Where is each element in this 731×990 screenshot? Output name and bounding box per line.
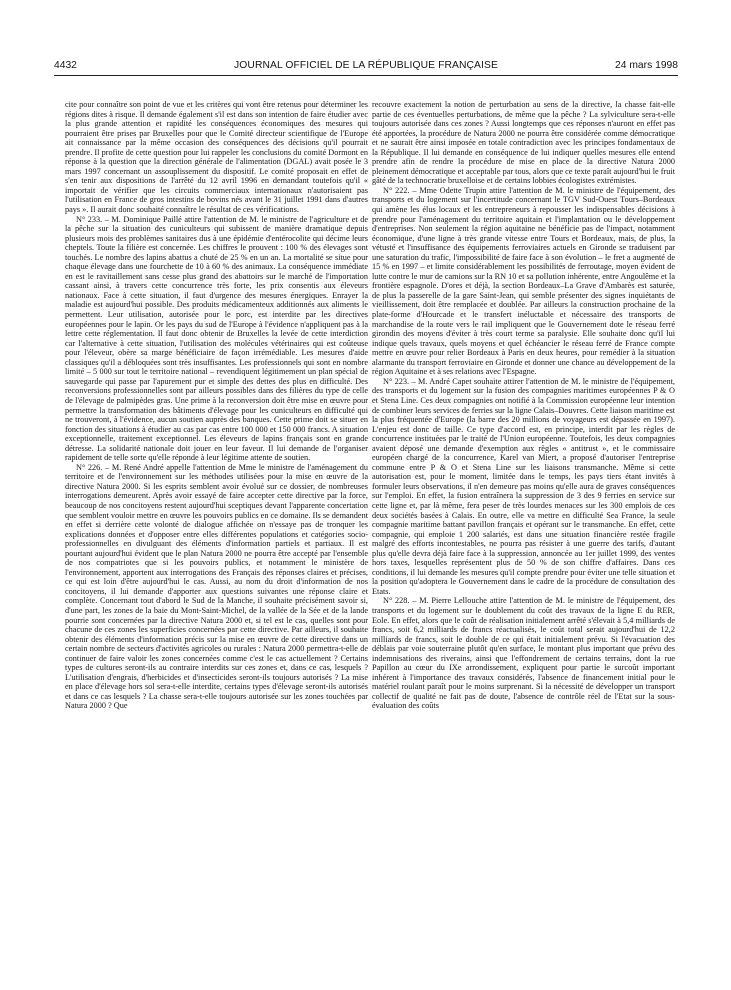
question-paragraph: N° 228. – M. Pierre Lellouche attire l'attention de M. le ministre de l'équipement, des transports et du logement sur le doublement du coût des travaux de la ligne E du RER, Eole. En effet, alors que le coût de réalisation initialement arrêté s'élevait à 5,4 milliards de francs, soit 6,2 milliards de francs réactualisés, le coût total serait aujourd'hui de 12,2 milliards de francs, soit le double de ce qui était initialement prévu. Si l'évacuation des déblais par voie souterraine plutôt qu'en surface, le montant plus important que prévu des indemnisations des riverains, ainsi que l'effondrement de certains terrains, dont la rue Papillon au cœur du IXe arrondissement, expliquent pour partie le surcoût important inhérent à l'importance des travaux considérés, l'absence de financement initial pour le matériel roulant paraît pour le moins surprenant. Si la nécessité de développer un transport collectif de qualité ne fait pas de doute, l'absence de contrôle réel de l'Etat sur la sous-évaluation des coûts — [372, 596, 675, 711]
question-paragraph: N° 233. – M. Dominique Paillé attire l'attention de M. le ministre de l'agriculture et de la pêche sur la situation des cuniculteurs qui subissent de manière dramatique depuis plusieurs mois des problèmes sanitaires dus à une épidémie d'entérocolite qui décime leurs cheptels. Toute la filière est concernée. Les chiffres le prouvent : 100 % des élevages sont touchés. Le nombre des lapins abattus a chuté de 25 % en un an. La mortalité se situe pour chaque élevage dans une fourchette de 10 à 60 % des animaux. La conséquence immédiate en est le ravitaillement sans cesse plus grand des abattoirs sur le marché de l'importation cassant ainsi, à travers cette concurrence très forte, les prix consentis aux éleveurs nationaux. Face à cette situation, il faut d'urgence des mesures énergiques. Enrayer la maladie est aujourd'hui possible. Des produits médicamenteux additionnés aux aliments le permettent. Leur utilisation, autorisée pour le porc, est interdite par les directives européennes pour le lapin. Or les pays du sud de l'Europe à l'évidence n'appliquent pas à la lettre cette réglementation. Il faut donc obtenir de Bruxelles la levée de cette interdiction car l'alternative à cette situation, l'utilisation des molécules vétérinaires qui est coûteuse pour l'éleveur, obère sa marge bénéficiaire de façon irrémédiable. Les mesures d'aide classiques qu'il a débloquées sont très insuffisantes. Les professionnels qui sont en nombre limité – 5 000 sur tout le territoire national – revendiquent légitimement un plan spécial de sauvegarde qui passe par l'apurement pur et simple des dettes des plus en difficulté. Des reconversions professionnelles sont par ailleurs possibles dans des filières du type de celle de l'élevage de palmipèdes gras. Une prime à la reconversion doit être mise en œuvre pour permettre la transformation des bâtiments d'élevage pour les cuniculteurs en difficulté qui ne trouveront, à l'évidence, aucun soutien auprès des banques. Cette prime doit se situer en fonction des situations à étudier au cas par cas entre 100 000 et 150 000 francs. A situation exceptionnelle, traitement exceptionnel. Les éleveurs de lapins français sont en grande détresse. La solidarité nationale doit jouer en leur faveur. Il lui demande de l'organiser rapidement de telle sorte qu'elle réponde à leur légitime attente de soutien. — [65, 214, 368, 463]
page-number: 4432 — [54, 60, 77, 71]
question-paragraph: N° 226. – M. René André appelle l'attention de Mme le ministre de l'aménagement du territoire et de l'environnement sur les méthodes utilisées pour la mise en œuvre de la directive Natura 2000. Si les esprits semblent avoir évolué sur ce dossier, de nombreuses interrogations demeurent. Après avoir essayé de faire accepter cette directive par la force, beaucoup de nos concitoyens restent aujourd'hui sceptiques devant l'apparente concertation que semblent vouloir mettre en œuvre les pouvoirs publics en ce domaine. Ils se demandent en effet si derrière cette volonté de dialogue affichée on n'essaye pas de tronquer les explications données et d'opposer entre elles différentes populations et catégories socio-professionnelles en divulguant des éléments d'information partiels et partiaux. Il est pourtant aujourd'hui évident que le plan Natura 2000 ne pourra être accepté par l'ensemble de nos compatriotes que si les pouvoirs publics, et notamment le ministère de l'environnement, apportent aux interrogations des Français des réponses claires et précises, ce qui est loin d'être aujourd'hui le cas. Aussi, au nom du droit d'information de nos concitoyens, il lui demande d'apporter aux questions suivantes une réponse claire et complète. Concernant tout d'abord le Sud de la Manche, il souhaite précisément savoir si, d'une part, les zones de la baie du Mont-Saint-Michel, de la vallée de la Sée et de la lande pourrie sont concernées par la directive Natura 2000 et, si tel est le cas, quelles sont pour chacune de ces zones les superficies concernées par cette directive. Par ailleurs, il souhaite obtenir des éléments d'information précis sur la mise en œuvre de cette directive dans un certain nombre de secteurs d'activités agricoles ou rurales : Natura 2000 permettra-t-elle de continuer de faire valoir les zones concernées comme c'est le cas actuellement ? Certains types de cultures seront-ils au contraire interdits sur ces zones et, dans ce cas, lesquels ? L'utilisation d'engrais, d'herbicides et d'insecticides seront-ils toujours autorisés ? La mise en place d'élevage hors sol sera-t-elle interdite, certains types d'élevage seront-ils autorisés et dans ce cas lesquels ? La chasse sera-t-elle toujours autorisée sur les zones touchées par Natura 2000 ? Que — [65, 462, 368, 711]
right-column — [372, 100, 675, 984]
header-rule — [54, 75, 678, 76]
journal-title: JOURNAL OFFICIEL DE LA RÉPUBLIQUE FRANÇAISE — [234, 60, 498, 71]
question-paragraph: N° 223. – M. André Capet souhaite attirer l'attention de M. le ministre de l'équipement, des transports et du logement sur la fusion des compagnies maritimes européennes P & O et Stena Line. Ces deux compagnies ont notifié à la Commission européenne leur intention de combiner leurs services de ferries sur la ligne Calais–Douvres. Cette liaison maritime est la plus fréquentée d'Europe (la barre des 20 millions de voyageurs est dépassée en 1997). L'enjeu est donc de taille. Ce type d'accord est, en principe, interdit par les règles de concurrence instituées par le traité de l'Union européenne. Toutefois, les deux compagnies avaient déposé une demande d'exemption aux règles « antitrust », et le commissaire européen chargé de la concurrence, Karel van Miert, a proposé d'autoriser l'entreprise commune entre P & O et Stena Line sur les liaisons transmanche. Même si cette autorisation est, pour le moment, limitée dans le temps, les pays tiers étant invités à formuler leurs observations, il n'en demeure pas moins qu'elle aura de graves conséquences sur l'emploi. En effet, la fusion entraînera la suppression de 3 des 9 ferries en service sur cette ligne et, par là même, fera peser de très lourdes menaces sur les 300 emplois de ces deux sociétés basées à Calais. En outre, elle va mettre en difficulté Sea France, la seule compagnie maritime battant pavillon français et opérant sur le transmanche. En effet, cette compagnie, qui emploie 1 200 salariés, est dans une situation financière restée fragile malgré des efforts incontestables, ne pourra pas résister à une guerre des tarifs, d'autant plus qu'elle devra déjà faire face à la suppression, annoncée au 1er juillet 1999, des ventes hors taxes, lesquelles représentent plus de 50 % de son chiffre d'affaires. Dans ces conditions, il lui demande les mesures qu'il compte prendre pour éviter une telle situation et la position qu'adoptera le Gouvernement dans le cadre de la procédure de consultation des Etats. — [372, 376, 675, 596]
issue-date: 24 mars 1998 — [615, 60, 678, 71]
question-paragraph: cite pour connaître son point de vue et les critères qui vont être retenus pour déterminer les régions dites à risque. Il demande également s'il est dans son intention de faire étudier avec la plus grande attention et rapidité les conséquences économiques des mesures qui pourraient être prises par Bruxelles pour que le Comité directeur scientifique de l'Europe ait connaissance par la même occasion des conséquences des décisions qu'il pourrait prendre. Il profite de cette question pour lui rappeler les conclusions du comité Dormont en réponse à la question que la direction générale de l'alimentation (DGAL) avait posée le 3 mars 1997 concernant un assouplissement du dispositif. Le comité proposait en effet de s'en tenir aux dispositions de l'arrêté du 12 avril 1996 en demandant toutefois qu'il « importait de vérifier que les circuits commerciaux internationaux n'autorisaient pas l'utilisation en France de gros intestins de bovins nés avant le 31 juillet 1991 dans d'autres pays ». Il aurait donc souhaité connaître le résultat de ces vérifications. — [65, 100, 368, 215]
question-paragraph: N° 222. – Mme Odette Trupin attire l'attention de M. le ministre de l'équipement, des transports et du logement sur l'incertitude concernant le TGV Sud-Ouest Tours–Bordeaux qui amène les élus locaux et les entrepreneurs à repousser les indispensables décisions à prendre pour l'aménagement du territoire aquitain et l'implantation ou le développement d'entreprises. Non seulement la région aquitaine ne bénéficie pas de l'impact, notamment économique, d'une ligne à très grande vitesse entre Tours et Bordeaux, mais, de plus, la vétusté et l'insuffisance des équipements ferroviaires actuels en Gironde se traduisent par une saturation du trafic, l'impossibilité de faire face à son évolution – le fret a augmenté de 15 % en 1997 – et limite considérablement les possibilités de ferroutage, moyen évident de lutte contre le mur de camions sur la RN 10 et sa pollution inhérente, entre Angoulême et la frontière espagnole. D'ores et déjà, la section Bordeaux–La Grave d'Ambarès est saturée, de plus la passerelle de la gare Saint-Jean, qui semble présenter des signes inquiétants de vieillissement, doit être remplacée et doublée. Par ailleurs la construction prochaine de la plate-forme d'Hourcade et le transfert inéluctable et nécessaire des transports de marchandise de la route vers le rail impliquent que le Gouvernement dote le réseau ferré girondin des moyens d'éviter à très court terme sa paralysie. Elle souhaite donc qu'il lui indique quels travaux, quels moyens et quel échéancier le réseau ferré de France compte mettre en œuvre pour relier Bordeaux à Paris en deux heures, pour remédier à la situation alarmante du transport ferroviaire en Gironde et donner une chance au développement de la région Aquitaine et à ses relations avec l'Espagne. — [372, 185, 675, 377]
question-paragraph: recouvre exactement la notion de perturbation au sens de la directive, la chasse fait-elle partie de ces éventuelles perturbations, de même que la pêche ? La sylviculture sera-t-elle toujours autorisée dans ces zones ? Aussi longtemps que ces réponses n'auront en effet pas été apportées, la procédure de Natura 2000 ne pourra être considérée comme démocratique et ne saurait être ainsi imposée en totale contradiction avec les principes fondamentaux de la République. Il lui demande en conséquence de lui indiquer quelles mesures elle entend prendre afin de rendre la procédure de mise en place de la directive Natura 2000 pleinement démocratique et acceptable par tous, alors que ce texte paraît aujourd'hui le fruit gâté de la technocratie bruxelloise et de certains lobbies écologistes extrémistes. — [372, 100, 675, 186]
page-header — [54, 58, 678, 74]
left-column — [65, 100, 368, 984]
